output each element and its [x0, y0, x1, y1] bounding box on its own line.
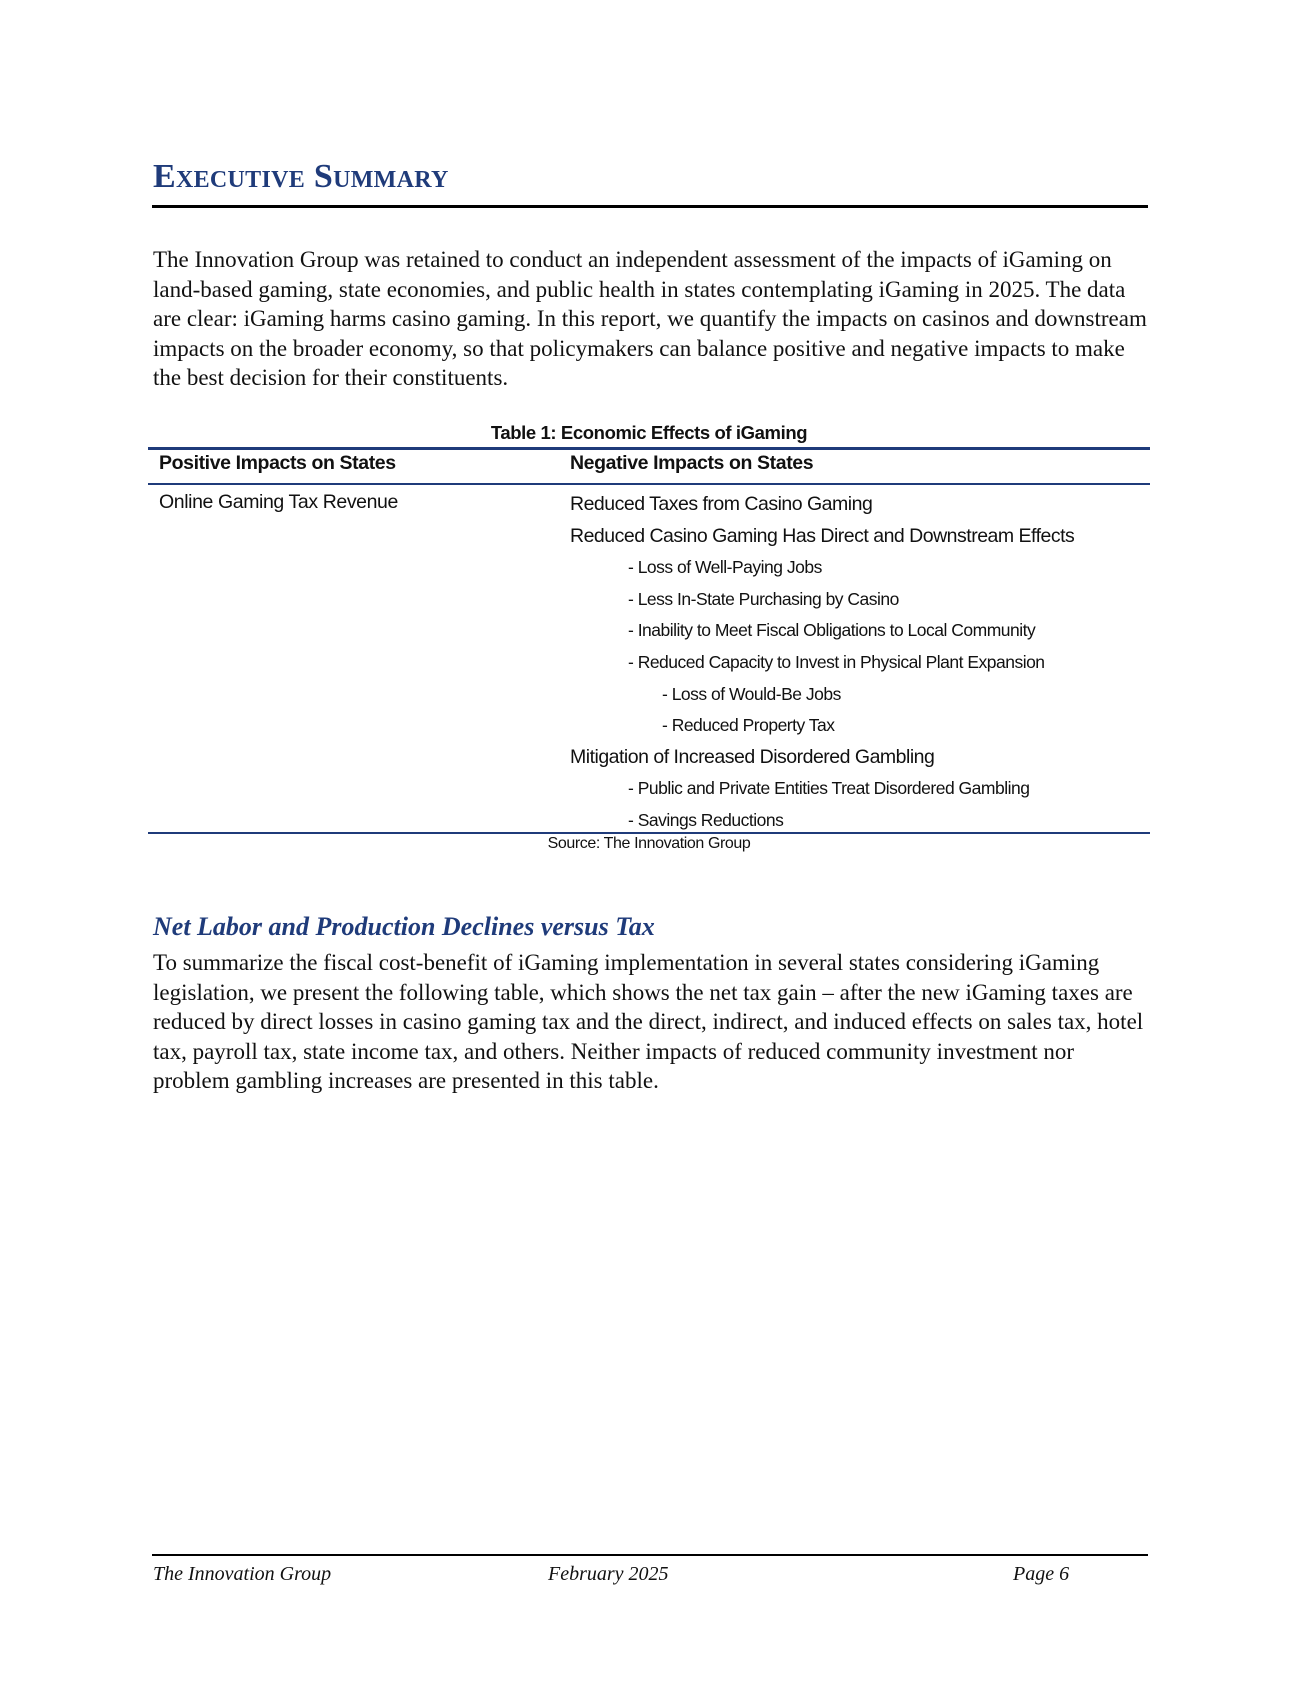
positive-impacts-header: Positive Impacts on States	[159, 452, 396, 474]
positive-impact-item: Online Gaming Tax Revenue	[159, 491, 398, 513]
table-source: Source: The Innovation Group	[547, 835, 751, 852]
table-bottom-rule	[148, 832, 1150, 834]
negative-impact-subsubitem: - Reduced Property Tax	[662, 715, 835, 736]
negative-impact-item: Reduced Taxes from Casino Gaming	[570, 493, 873, 515]
footer-organization: The Innovation Group	[153, 1563, 332, 1585]
footer-page-number: Page 6	[1013, 1563, 1070, 1585]
negative-impact-subsubitem: - Loss of Would-Be Jobs	[662, 683, 841, 704]
intro-paragraph: The Innovation Group was retained to conduct an independent assessment of the impacts of iGaming on land-based gaming, state economies, and public health in states contemplating iGaming in 2025. The data are clear: iGaming harms casino gaming. In this report, we quantify the impacts on casinos and downstream impacts on the broader economy, so that policymakers can balance positive and negative impacts to make the best decision for their constituents.	[153, 247, 1147, 390]
subsection-title: Net Labor and Production Declines versus Tax	[153, 912, 655, 941]
negative-impact-item: Reduced Casino Gaming Has Direct and Downstream Effects	[570, 524, 1075, 547]
negative-impact-subitem: - Less In-State Purchasing by Casino	[628, 588, 899, 609]
negative-impact-subitem: - Loss of Well-Paying Jobs	[628, 557, 822, 578]
negative-impacts-list	[570, 489, 1150, 837]
negative-impact-subitem: - Inability to Meet Fiscal Obligations to Local Community	[628, 620, 1036, 641]
negative-impact-subitem: - Savings Reductions	[628, 809, 784, 830]
footer-rule	[152, 1554, 1148, 1556]
section-title: Executive Summary	[153, 158, 449, 195]
table-header-rule	[148, 483, 1150, 485]
footer-date: February 2025	[548, 1563, 669, 1585]
table-top-rule	[148, 447, 1150, 450]
negative-impact-subitem: - Public and Private Entities Treat Disordered Gambling	[628, 778, 1030, 799]
subsection-paragraph: To summarize the fiscal cost-benefit of iGaming implementation in several states considering iGaming legislation, we present the following table, which shows the net tax gain – after the new iGaming taxes are reduced by direct losses in casino gaming tax and the direct, indirect, and induced effects on sales tax, hotel tax, payroll tax, state income tax, and others. Neither impacts of reduced community investment nor problem gambling increases are presented in this table.	[153, 950, 1144, 1093]
title-underline	[152, 205, 1148, 208]
negative-impact-subitem: - Reduced Capacity to Invest in Physical Plant Expansion	[628, 651, 1045, 672]
negative-impact-item: Mitigation of Increased Disordered Gambling	[570, 745, 935, 768]
table-caption: Table 1: Economic Effects of iGaming	[490, 422, 808, 443]
negative-impacts-header: Negative Impacts on States	[570, 452, 814, 474]
